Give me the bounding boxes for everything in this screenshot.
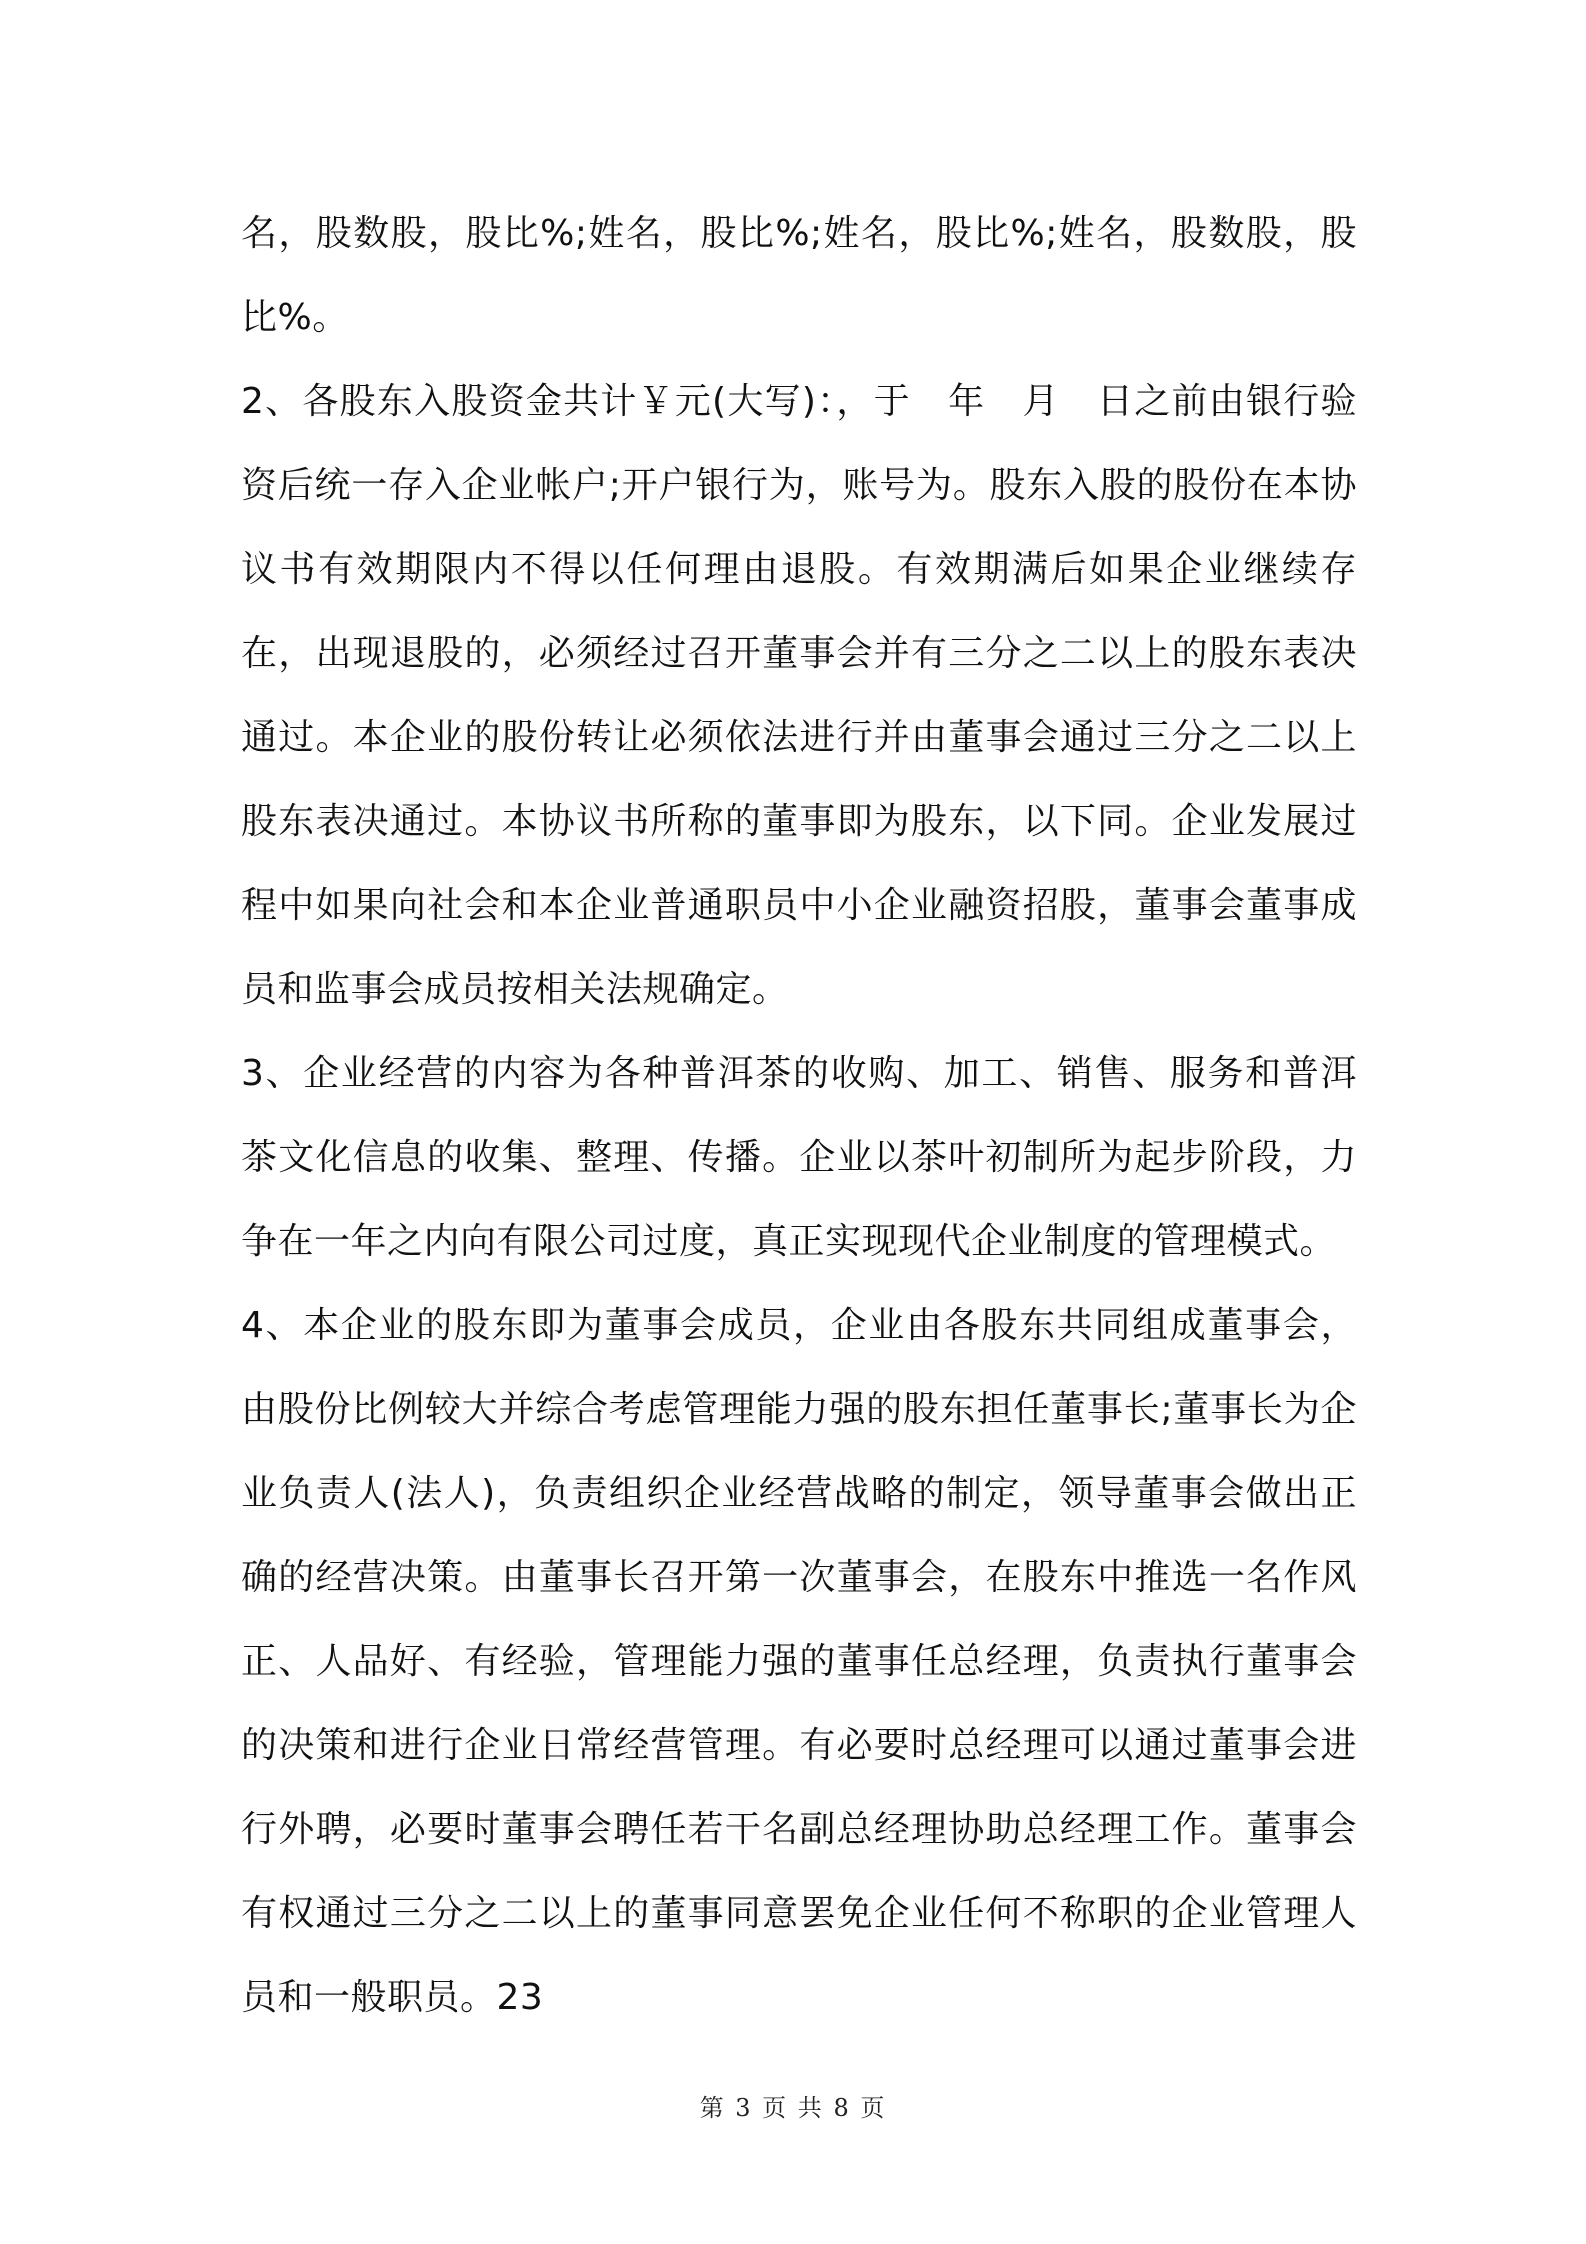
paragraph-clause-3: 3、企业经营的内容为各种普洱茶的收购、加工、销售、服务和普洱茶文化信息的收集、整理、传播。企业以茶叶初制所为起步阶段，力争在一年之内向有限公司过度，真正实现现代企业制度的管理模式。 bbox=[241, 1053, 1357, 1262]
page-number-footer: 第 3 页 共 8 页 bbox=[699, 2094, 887, 2122]
document-body bbox=[241, 192, 1357, 2040]
paragraph-shareholders-continued: 名，股数股，股比%;姓名，股比%;姓名，股比%;姓名，股数股，股比%。 bbox=[241, 213, 1357, 338]
paragraph-clause-4: 4、本企业的股东即为董事会成员，企业由各股东共同组成董事会，由股份比例较大并综合考虑管理能力强的股东担任董事长;董事长为企业负责人(法人)，负责组织企业经营战略的制定，领导董事会做出正确的经营决策。由董事长召开第一次董事会，在股东中推选一名作风正、人品好、有经验，管理能力强的董事任总经理，负责执行董事会的决策和进行企业日常经营管理。有必要时总经理可以通过董事会进行外聘，必要时董事会聘任若干名副总经理协助总经理工作。董事会有权通过三分之二以上的董事同意罢免企业任何不称职的企业管理人员和一般职员。23 bbox=[241, 1305, 1357, 2018]
paragraph-clause-2: 2、各股东入股资金共计￥元(大写)：，于 年 月 日之前由银行验资后统一存入企业帐户;开户银行为，账号为。股东入股的股份在本协议书有效期限内不得以任何理由退股。有效期满后如果企业继续存在，出现退股的，必须经过召开董事会并有三分之二以上的股东表决通过。本企业的股份转让必须依法进行并由董事会通过三分之二以上股东表决通过。本协议书所称的董事即为股东，以下同。企业发展过程中如果向社会和本企业普通职员中小企业融资招股，董事会董事成员和监事会成员按相关法规确定。 bbox=[241, 381, 1357, 1010]
